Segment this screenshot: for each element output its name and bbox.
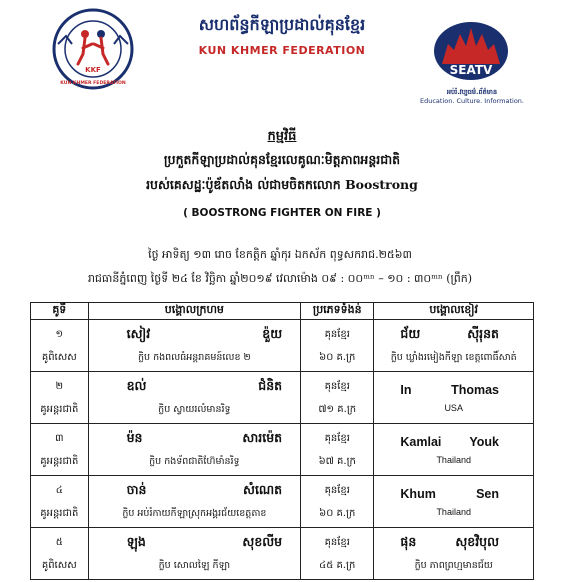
blue-fighter-last-name: សុខវិបុល xyxy=(455,534,499,549)
table-row xyxy=(31,528,534,580)
federation-name-english: KUN KHMER FEDERATION xyxy=(198,44,366,57)
event-title-english: ( BOOSTRONG FIGHTER ON FIRE ) xyxy=(183,207,381,219)
red-fighter-last-name: ជំនិត xyxy=(258,378,283,393)
bout-type: គូអន្តរជាតិ xyxy=(40,403,79,415)
bout-type: គូអន្តរជាតិ xyxy=(40,455,79,467)
table-row xyxy=(31,424,534,476)
blue-corner-cell xyxy=(374,320,534,372)
blue-fighter-first-name: Khum xyxy=(400,486,436,501)
red-corner-cell xyxy=(88,424,301,476)
red-corner-cell xyxy=(88,476,301,528)
table-row xyxy=(31,320,534,372)
weight-value: ៧១ គ.ក្រ xyxy=(318,403,357,415)
weight-cell xyxy=(301,320,374,372)
bout-cell xyxy=(31,528,89,580)
event-title-line1: ប្រកួតកីឡាប្រដាល់គុនខ្មែរលេគូណៈមិត្តភាពអន្តរជាតិ xyxy=(163,152,401,167)
blue-corner-cell xyxy=(374,372,534,424)
seatv-tagline-english: Education. Culture. Information. xyxy=(420,97,524,105)
weight-cell xyxy=(301,476,374,528)
weight-value: ៦០ គ.ក្រ xyxy=(319,351,356,363)
blue-corner-cell xyxy=(374,528,534,580)
red-fighter-club: ក្លិប ស្វាយរលំមានរិទ្ធ xyxy=(158,404,231,415)
header-red-corner: បង្គោលក្រហម xyxy=(88,303,301,320)
blue-fighter-last-name: Youk xyxy=(469,434,499,449)
header-weight-class: ប្រភេទទំងន់ xyxy=(301,303,374,320)
red-fighter-club: ក្លិប អប់រំកាយកីឡាស្រុកអង្គរជ័យខេត្តតាខ xyxy=(122,508,267,519)
fight-card-table xyxy=(30,302,534,580)
weight-style: គុនខ្មែរ xyxy=(324,328,350,340)
blue-fighter-country: USA xyxy=(444,402,463,413)
weight-value: ៦០ គ.ក្រ xyxy=(319,507,356,519)
red-fighter-first-name: ម៉ន xyxy=(126,430,143,445)
red-fighter-club: ក្លិប កងទ័ពជាតិហ៊ែមាំនរិទ្ធ xyxy=(149,456,240,467)
event-title-line2: របស់គេសដ្ឋៈប៉ូឌ័តលាំង ល់ជាមចិតកលោក Boostrong xyxy=(146,177,418,192)
blue-corner-cell xyxy=(374,424,534,476)
red-fighter-first-name: ឡុង xyxy=(126,534,146,549)
bout-cell xyxy=(31,320,89,372)
weight-style: គុនខ្មែរ xyxy=(324,484,350,496)
bout-type: គូពិសេស xyxy=(41,559,77,571)
bout-type: គូអន្តរជាតិ xyxy=(40,507,79,519)
weight-value: ៦៧ គ.ក្រ xyxy=(318,455,356,467)
bout-cell xyxy=(31,424,89,476)
kkf-logo-label: KKF xyxy=(85,66,101,74)
weight-style: គុនខ្មែរ xyxy=(324,432,350,444)
red-corner-cell xyxy=(88,528,301,580)
table-row xyxy=(31,372,534,424)
blue-fighter-club: ក្លិប ឃ្លាំងរមៀងកីឡា ខេត្តពោធិ៍សាត់ xyxy=(390,352,517,363)
header-bout-number: គូទី xyxy=(31,303,89,320)
red-fighter-last-name: សារម៉េត xyxy=(242,430,283,445)
bout-cell xyxy=(31,476,89,528)
bout-number: ៣ xyxy=(55,432,64,444)
bout-type: គូពិសេស xyxy=(41,351,77,363)
weight-style: គុនខ្មែរ xyxy=(324,380,350,392)
blue-fighter-first-name: ជ័យ xyxy=(400,326,421,341)
blue-fighter-last-name: Sen xyxy=(476,486,499,501)
blue-fighter-country: Thailand xyxy=(436,454,471,465)
weight-style: គុនខ្មែរ xyxy=(324,536,350,548)
program-heading: កម្មវិធី xyxy=(267,129,297,144)
bout-number: ២ xyxy=(55,380,64,392)
bout-number: ៤ xyxy=(55,484,63,496)
federation-name-khmer: សហព័ន្ធកីឡាប្រដាល់គុនខ្មែរ xyxy=(198,15,366,34)
red-fighter-first-name: សៀវ xyxy=(126,326,151,341)
weight-cell xyxy=(301,528,374,580)
table-row xyxy=(31,476,534,528)
red-fighter-club: ក្លិប កងពលធំអន្តរាគមន៍លេខ ២ xyxy=(137,352,251,363)
red-fighter-first-name: ឧល់ xyxy=(126,378,147,393)
red-fighter-first-name: ចាន់ xyxy=(126,482,147,497)
header-blue-corner: បង្គោលខៀវ xyxy=(374,303,534,320)
blue-fighter-country: Thailand xyxy=(436,506,471,517)
blue-fighter-club: ក្លិប ភាពព្រហ្មមានជ័យ xyxy=(414,560,493,571)
red-fighter-last-name: សុខលីម xyxy=(242,534,283,549)
lunar-date-line: ថ្ងៃ អាទិត្យ ១៣ រោច ខែកត្តិក ឆ្នាំកុរ ឯកស័ក ពុទ្ធសករាជ.២៥៦៣ xyxy=(148,248,412,261)
seatv-logo-label: SEATV xyxy=(449,63,493,77)
kkf-logo xyxy=(52,8,134,90)
weight-cell xyxy=(301,372,374,424)
seatv-logo xyxy=(432,20,510,82)
red-corner-cell xyxy=(88,320,301,372)
blue-fighter-first-name: Kamlai xyxy=(400,434,442,449)
date-time-line: រាជធានីភ្នំពេញ ថ្ងៃទី ២៤ ខែ វិច្ឆិកា ឆ្នាំ២០១៩ វេលាម៉ោង ០៩ : ០០ᵐⁿ – ១០ : ៣០ᵐⁿ (ព្រឹក) xyxy=(87,272,473,285)
blue-corner-cell xyxy=(374,476,534,528)
bout-number: ១ xyxy=(55,328,64,340)
red-fighter-club: ក្លិប សោលឡៃ កីឡា xyxy=(158,560,231,571)
kkf-logo-ring-text: KUN KHMER FEDERATION xyxy=(60,81,126,86)
red-fighter-last-name: សំណេត xyxy=(243,482,283,497)
table-header-row xyxy=(31,303,534,320)
red-fighter-last-name: ឧ៉ួយ xyxy=(262,326,283,341)
blue-fighter-first-name: ផុន xyxy=(400,534,417,549)
bout-cell xyxy=(31,372,89,424)
blue-fighter-first-name: In xyxy=(400,382,412,397)
weight-cell xyxy=(301,424,374,476)
blue-fighter-last-name: Thomas xyxy=(451,382,499,397)
weight-value: ៤៥ គ.ក្រ xyxy=(319,559,356,571)
blue-fighter-last-name: ស៊ីរុនត xyxy=(467,326,499,341)
bout-number: ៥ xyxy=(55,536,63,548)
seatv-tagline-khmer: អប់រំ.វប្បធម៌.ព័ត៌មាន xyxy=(446,88,498,96)
red-corner-cell xyxy=(88,372,301,424)
